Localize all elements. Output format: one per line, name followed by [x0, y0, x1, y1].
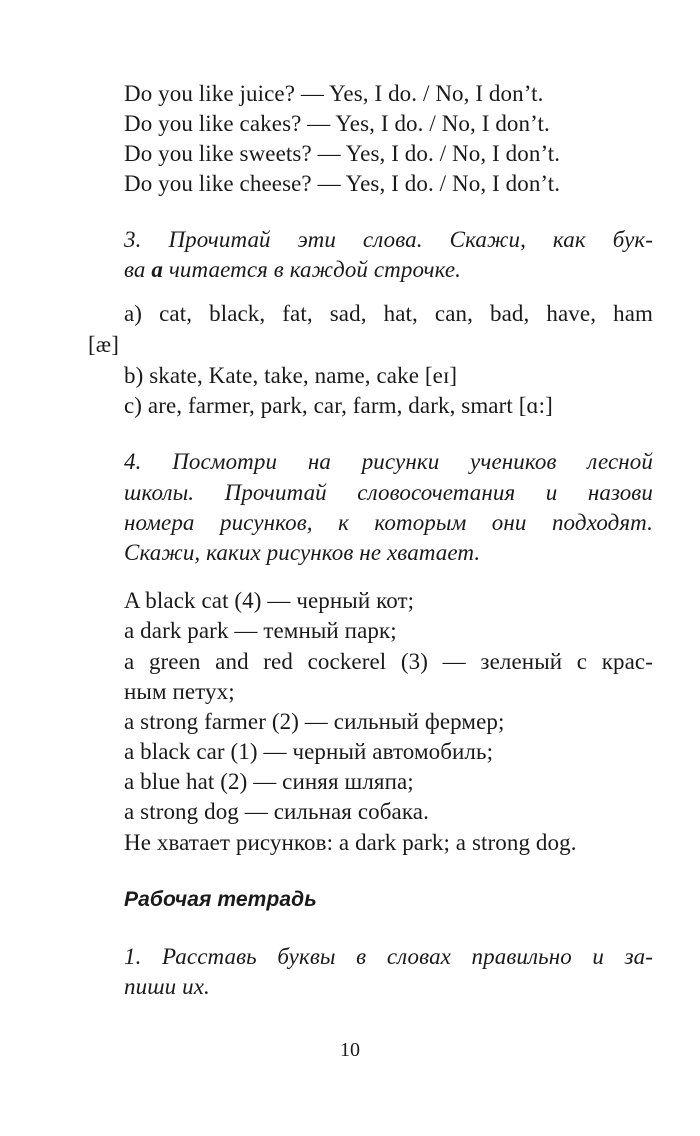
- letter-a: a: [151, 257, 163, 282]
- exercise-3-row-c: c) are, farmer, park, car, farm, dark, smart [ɑ:]: [124, 393, 553, 418]
- answer-line: a strong farmer (2) — сильный фермер;: [124, 709, 505, 734]
- dialogue-line: Do you like cakes? — Yes, I do. / No, I don’t.: [124, 111, 550, 136]
- exercise-3-instruction: 3. Прочитай эти слова. Скажи, как бук-: [124, 227, 653, 252]
- answer-line: a strong dog — сильная собака.: [124, 799, 429, 824]
- exercise-4-instruction: 4. Посмотри на рисунки учеников лесной: [124, 449, 653, 474]
- exercise-4-instruction: школы. Прочитай словосочетания и назови: [124, 480, 653, 505]
- exercise-3-row-b: b) skate, Kate, take, name, cake [eɪ]: [124, 363, 458, 388]
- exercise-4-instruction: номера рисунков, к которым они подходят.: [124, 510, 653, 535]
- dialogue-line: Do you like cheese? — Yes, I do. / No, I don’t.: [124, 171, 561, 196]
- answer-line: Не хватает рисунков: a dark park; a strong dog.: [124, 830, 577, 855]
- workbook-heading: Рабочая тетрадь: [124, 888, 317, 911]
- dialogue-line: Do you like sweets? — Yes, I do. / No, I don’t.: [124, 141, 561, 166]
- exercise-4-instruction: Скажи, каких рисунков не хватает.: [124, 540, 481, 565]
- workbook-exercise-1: 1. Расставь буквы в словах правильно и за-: [124, 944, 653, 969]
- answer-line: a blue hat (2) — синяя шляпа;: [124, 769, 414, 794]
- exercise-3-row-a: a) cat, black, fat, sad, hat, can, bad, have, ham: [124, 301, 653, 326]
- answer-line: A black cat (4) — черный кот;: [124, 588, 415, 613]
- workbook-exercise-1-cont: пиши их.: [124, 974, 210, 999]
- dialogue-line: Do you like juice? — Yes, I do. / No, I don’t.: [124, 81, 544, 106]
- exercise-3-row-a-phonetic: [æ]: [88, 332, 119, 357]
- page-number: 10: [340, 1039, 360, 1061]
- answer-line: a green and red cockerel (3) — зеленый с крас-: [124, 649, 653, 674]
- exercise-3-instruction-cont: ва a читается в каждой строчке.: [124, 257, 462, 282]
- answer-line: ным петух;: [124, 679, 235, 704]
- answer-line: a black car (1) — черный автомобиль;: [124, 739, 494, 764]
- answer-line: a dark park — темный парк;: [124, 618, 397, 643]
